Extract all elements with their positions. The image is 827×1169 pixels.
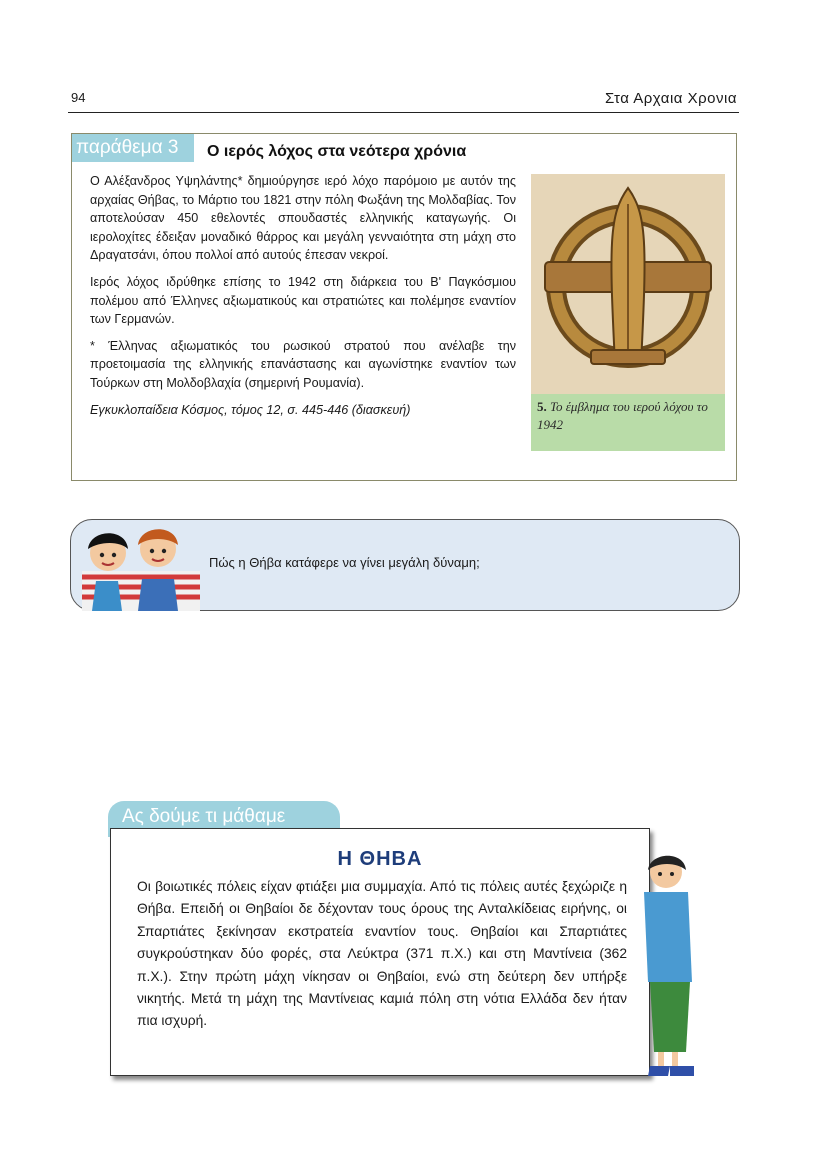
excerpt-tag: παράθεμα 3 xyxy=(72,134,194,162)
summary-heading: Η ΘΗΒΑ xyxy=(337,848,423,870)
summary-tab: Ας δούμε τι μάθαμε xyxy=(108,801,340,837)
page-number: 94 xyxy=(71,90,86,105)
caption-text: Το έμβλημα του ιερού λόχου το 1942 xyxy=(537,399,708,432)
emblem-image xyxy=(531,174,725,394)
header-rule xyxy=(68,112,739,113)
excerpt-paragraph: Ιερός λόχος ιδρύθηκε επίσης το 1942 στη διάρκεια του Β' Παγκόσμιου πολέμου από Έλληνες αξιωματικούς και στρατιώτες και πολέμησε εναντίον των Γερμανών. xyxy=(90,274,516,327)
question-text: Πώς η Θήβα κατάφερε να γίνει μεγάλη δύναμη; xyxy=(209,555,480,570)
excerpt-text xyxy=(90,172,516,427)
excerpt-paragraph: Ο Αλέξανδρος Υψηλάντης* δημιούργησε ιερό λόχο παρόμοιο με αυτόν της αρχαίας Θήβας, το Μάρτιο του 1821 στην πόλη Φωξάνη της Μολδαβίας. Τον αποτελούσαν 450 εθελοντές σπουδαστές ελληνικής καταγωγής. Οι ιερολοχίτες έδειξαν μοναδικό θάρρος και μεγάλη γενναιότητα στη μάχη στο Δραγατσάνι, όπου πολλοί από αυτούς έπεσαν νεκροί. xyxy=(90,174,516,263)
excerpt-footnote: * Έλληνας αξιωματικός του ρωσικού στρατού που ανέλαβε την προετοιμασία της ελληνικής επανάστασης και αγωνίστηκε εναντίον των Τούρκων στη Μολδοβλαχία (σημερινή Ρουμανία). xyxy=(90,338,516,390)
running-title: Στα Αρχαια Χρονια xyxy=(604,90,737,107)
children-illustration xyxy=(76,519,202,611)
summary-text: Οι βοιωτικές πόλεις είχαν φτιάξει μια συμμαχία. Από τις πόλεις αυτές ξεχώριζε η Θήβα. Επειδή οι Θηβαίοι δε δέχονταν τους όρους της Ανταλκίδειας ειρήνης, οι Σπαρτιάτες ξεκίνησαν εκστρατεία εναντίον τους. Θηβαίοι και Σπαρτιάτες συγκρούστηκαν δύο φορές, στα Λεύκτρα (371 π.Χ.) και στη Μαντίνεια (362 π.Χ.). Στην πρώτη μάχη νίκησαν οι Θηβαίοι, ενώ στη δεύτερη δεν υπήρξε νικητής. Μετά τη μάχη της Μαντίνειας καμιά πόλη στη νότια Ελλάδα δεν ήταν πια ισχυρή. xyxy=(137,879,627,1029)
excerpt-heading: Ο ιερός λόχος στα νεότερα χρόνια xyxy=(207,143,467,160)
excerpt-source: Εγκυκλοπαίδεια Κόσμος, τόμος 12, σ. 445-446 (διασκευή) xyxy=(90,402,411,417)
caption-number: 5. xyxy=(537,399,547,414)
girl-illustration xyxy=(640,852,696,1082)
emblem-caption xyxy=(531,394,725,451)
emblem-photo xyxy=(531,174,725,394)
